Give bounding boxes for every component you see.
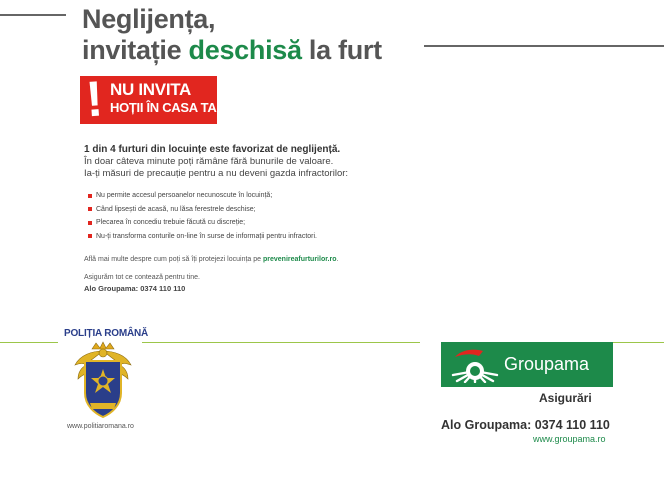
list-item: Plecarea în concediu trebuie făcută cu discreție;	[88, 216, 317, 230]
bullet-icon	[88, 234, 92, 238]
divider-line-bottom-right	[613, 342, 664, 343]
intro-line-3: Ia-ți măsuri de precauție pentru a nu deveni gazda infractorilor:	[84, 168, 349, 179]
groupama-subtitle: Asigurări	[539, 391, 592, 405]
badge-line-2: HOȚII ÎN CASA TA!	[110, 100, 221, 115]
alert-badge	[80, 70, 221, 128]
assure-text: Asigurăm tot ce contează pentru tine.	[84, 274, 200, 281]
headline-line-2: invitație deschisă la furt	[82, 35, 382, 65]
intro-line-2: În doar câteva minute poți rămâne fără bunurile de valoare.	[84, 156, 334, 167]
headline-line-1: Neglijența,	[82, 4, 216, 34]
bullet-icon	[88, 194, 92, 198]
phone-small: Alo Groupama: 0374 110 110	[84, 284, 186, 293]
groupama-website[interactable]: www.groupama.ro	[533, 434, 606, 444]
divider-line-bottom-left	[0, 342, 58, 343]
groupama-name: Groupama	[504, 354, 590, 374]
intro-bold: 1 din 4 furturi din locuințe este favorizat de neglijență.	[84, 144, 341, 155]
groupama-logo	[441, 342, 613, 387]
tips-list	[88, 189, 317, 243]
headline	[82, 4, 382, 66]
intro-paragraph	[84, 144, 384, 180]
prevention-site-link[interactable]: prevenireafurturilor.ro	[262, 256, 337, 263]
bullet-icon	[88, 207, 92, 211]
list-item: Când lipsești de acasă, nu lăsa ferestrele deschise;	[88, 203, 317, 217]
police-crest-icon	[72, 341, 134, 421]
police-title: POLIȚIA ROMÂNĂ	[64, 328, 149, 339]
list-item: Nu-ți transforma conturile on-line în surse de informații pentru infractori.	[88, 230, 317, 244]
divider-line-top-left	[0, 14, 66, 16]
more-info-text: Află mai multe despre cum poți să îți protejezi locuința pe prevenireafurturilor.ro.	[84, 256, 339, 263]
divider-line-top-right	[424, 45, 664, 47]
divider-line-bottom-middle	[142, 342, 420, 343]
police-website[interactable]: www.politiaromana.ro	[67, 423, 134, 430]
list-item: Nu permite accesul persoanelor necunoscute în locuință;	[88, 189, 317, 203]
badge-line-1: NU INVITA	[110, 80, 192, 99]
exclamation-icon: !	[84, 70, 105, 128]
headline-highlight: deschisă	[188, 35, 302, 65]
groupama-emblem-icon	[451, 347, 499, 383]
bullet-icon	[88, 221, 92, 225]
groupama-phone: Alo Groupama: 0374 110 110	[441, 418, 610, 432]
